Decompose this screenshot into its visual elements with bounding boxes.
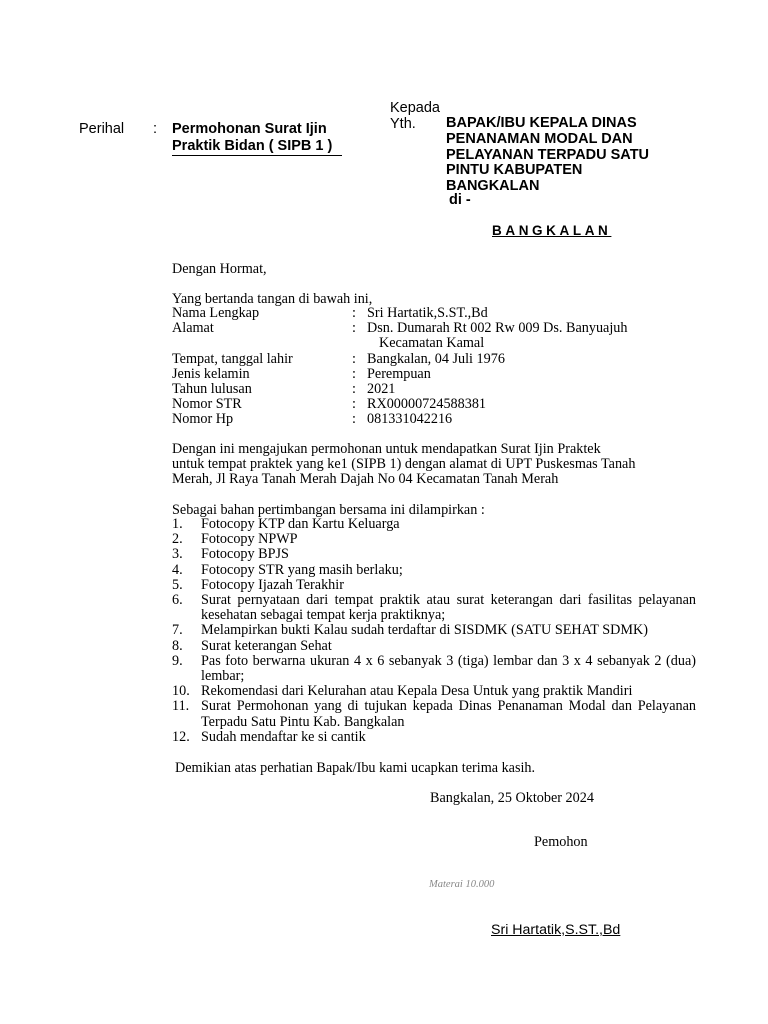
list-item (172, 517, 696, 532)
field-row (172, 397, 627, 412)
di-label: di - (449, 192, 471, 208)
field-row (172, 352, 627, 367)
signature-name: Sri Hartatik,S.ST.,Bd (491, 922, 621, 938)
perihal-line: Permohonan Surat Ijin (172, 121, 327, 137)
field-row (172, 367, 627, 382)
list-item (172, 563, 696, 578)
field-label (172, 336, 352, 351)
perihal-underline (172, 155, 342, 156)
attachments-intro: Sebagai bahan pertimbangan bersama ini dilampirkan : (172, 502, 485, 518)
field-colon: : (352, 320, 356, 337)
recipient-line: PENANAMAN MODAL DAN (446, 130, 633, 147)
list-number: 11. (172, 698, 190, 715)
list-number: 6. (172, 592, 183, 609)
field-value: Bangkalan, 04 Juli 1976 (367, 350, 505, 367)
list-text: Fotocopy NPWP (201, 531, 298, 548)
field-value: RX00000724588381 (367, 396, 487, 413)
field-colon: : (352, 350, 356, 367)
closing-sentence: Demikian atas perhatian Bapak/Ibu kami ucapkan terima kasih. (175, 760, 536, 776)
field-value: Dsn. Dumarah Rt 002 Rw 009 Ds. Banyuajuh (367, 320, 628, 337)
recipient-line: BAPAK/IBU KEPALA DINAS (446, 115, 637, 131)
attachments-list (172, 517, 696, 745)
list-number: 10. (172, 683, 190, 700)
list-number: 3. (172, 546, 183, 563)
list-item (172, 623, 696, 638)
list-number: 5. (172, 576, 183, 593)
kepada-label: Kepada (390, 100, 440, 116)
paragraph-line: Dengan ini mengajukan permohonan untuk mendapatkan Surat Ijin Praktek (172, 441, 601, 457)
list-text: Surat Permohonan yang di tujukan kepada Dinas Penanaman Modal dan Pelayanan Terpadu Satu Pintu Kab. Bangkalan (201, 698, 696, 730)
field-label: Alamat (172, 320, 214, 337)
field-row (172, 412, 627, 427)
yth-label: Yth. (390, 116, 416, 132)
list-item (172, 654, 696, 684)
list-item (172, 593, 696, 623)
list-text: Fotocopy KTP dan Kartu Keluarga (201, 516, 400, 532)
field-label: Tempat, tanggal lahir (172, 350, 293, 367)
field-row-continuation (172, 336, 627, 351)
recipient-address (446, 116, 649, 195)
list-text: Fotocopy Ijazah Terakhir (201, 576, 344, 593)
recipient-line: BANGKALAN (446, 178, 540, 195)
field-value: Kecamatan Kamal (379, 335, 485, 352)
field-colon: : (352, 396, 356, 413)
list-item (172, 699, 696, 729)
list-number: 9. (172, 652, 183, 669)
list-number: 12. (172, 728, 190, 745)
city-heading: BANGKALAN (492, 223, 612, 238)
perihal-label: Perihal (79, 121, 125, 137)
list-text: Rekomendasi dari Kelurahan atau Kepala Desa Untuk yang praktik Mandiri (201, 683, 633, 700)
list-number: 8. (172, 637, 183, 654)
field-value: 081331042216 (367, 411, 453, 428)
field-label: Nama Lengkap (172, 305, 260, 321)
field-label: Jenis kelamin (172, 365, 250, 382)
list-number: 1. (172, 516, 183, 532)
field-value: Sri Hartatik,S.ST.,Bd (367, 305, 488, 321)
paragraph-line: Merah, Jl Raya Tanah Merah Dajah No 04 Kecamatan Tanah Merah (172, 471, 559, 488)
perihal-line: Praktik Bidan ( SIPB 1 ) (172, 138, 333, 154)
applicant-fields (172, 306, 627, 428)
intro-line: Yang bertanda tangan di bawah ini, (172, 291, 373, 307)
recipient-line: PINTU KABUPATEN (446, 162, 583, 179)
request-paragraph (172, 442, 696, 488)
place-date: Bangkalan, 25 Oktober 2024 (430, 790, 594, 806)
field-label: Nomor Hp (172, 411, 234, 428)
list-number: 2. (172, 531, 183, 548)
recipient-line: PELAYANAN TERPADU SATU (446, 146, 650, 163)
list-text: Surat keterangan Sehat (201, 637, 332, 654)
field-row (172, 321, 627, 336)
list-number: 7. (172, 622, 183, 639)
field-label: Tahun lulusan (172, 381, 252, 398)
list-item (172, 532, 696, 547)
list-number: 4. (172, 561, 183, 578)
field-row (172, 382, 627, 397)
materai-stamp-text: Materai 10.000 (429, 879, 495, 890)
field-row (172, 306, 627, 321)
field-value: 2021 (367, 381, 396, 398)
list-item (172, 730, 696, 745)
list-item (172, 547, 696, 562)
list-item (172, 578, 696, 593)
greeting: Dengan Hormat, (172, 261, 267, 277)
list-item (172, 639, 696, 654)
list-text: Sudah mendaftar ke si cantik (201, 728, 366, 745)
pemohon-label: Pemohon (534, 834, 588, 850)
list-text: Surat pernyataan dari tempat praktik atau surat keterangan dari fasilitas pelayanan kesehatan sebagai tempat kerja praktiknya; (201, 592, 696, 624)
list-text: Fotocopy STR yang masih berlaku; (201, 561, 403, 578)
field-label: Nomor STR (172, 396, 242, 413)
paragraph-line: untuk tempat praktek yang ke1 (SIPB 1) dengan alamat di UPT Puskesmas Tanah (172, 456, 636, 473)
list-text: Pas foto berwarna ukuran 4 x 6 sebanyak 3 (tiga) lembar dan 3 x 4 sebanyak 2 (dua) lembar; (201, 652, 696, 685)
list-text: Fotocopy BPJS (201, 546, 289, 563)
field-colon: : (352, 381, 356, 398)
field-value: Perempuan (367, 365, 431, 382)
perihal-colon: : (153, 121, 158, 137)
field-colon: : (352, 411, 356, 428)
list-text: Melampirkan bukti Kalau sudah terdaftar di SISDMK (SATU SEHAT SDMK) (201, 622, 648, 639)
field-colon: : (352, 305, 356, 321)
field-colon: : (352, 365, 356, 382)
perihal-subject (172, 121, 332, 155)
list-item (172, 684, 696, 699)
field-colon-spacer (352, 336, 367, 351)
